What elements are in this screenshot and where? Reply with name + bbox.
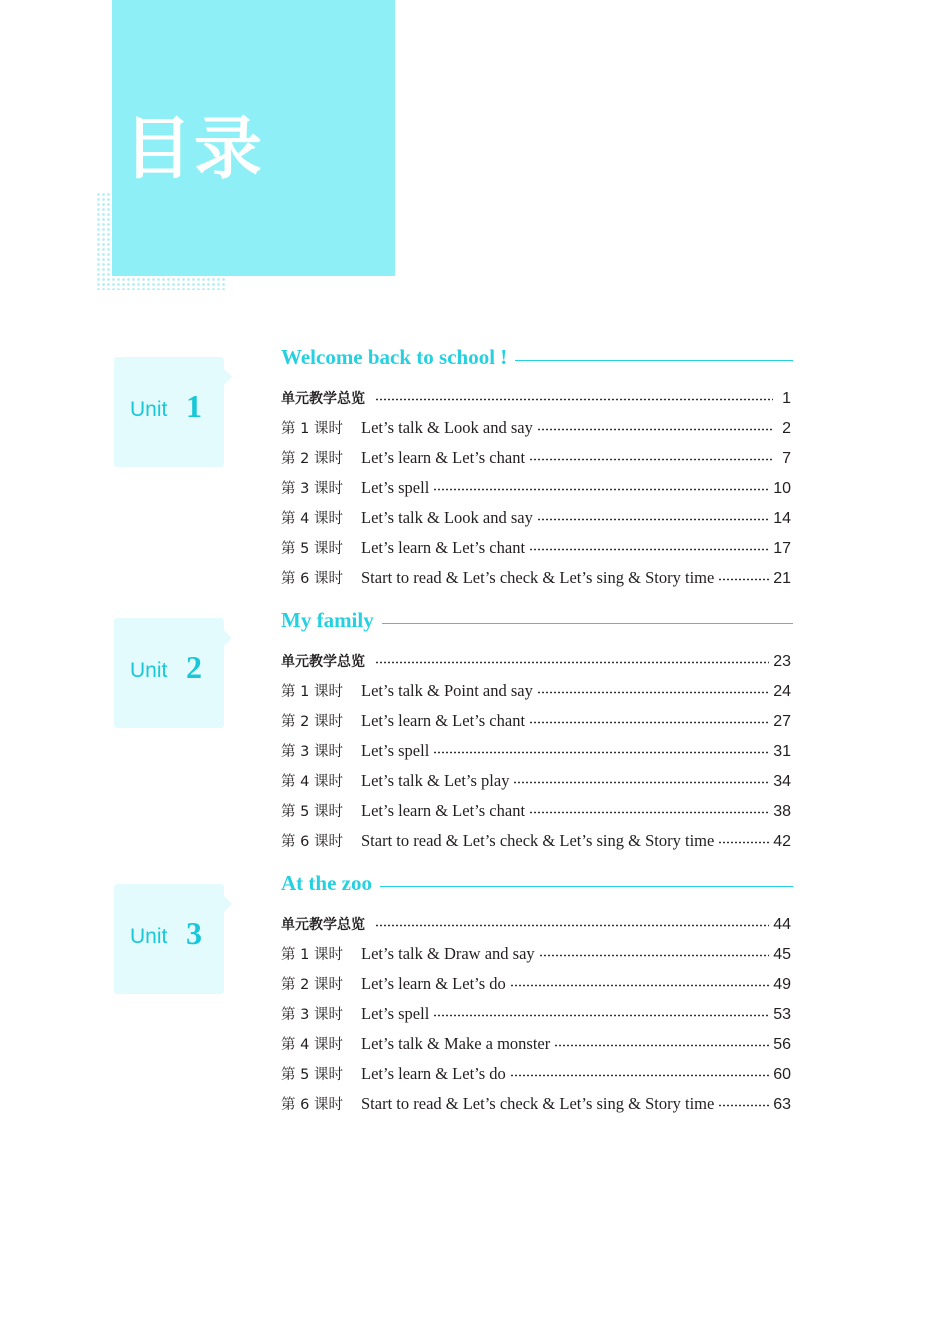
toc-overview-row[interactable] <box>281 650 791 676</box>
unit-title-row <box>281 868 793 898</box>
dot-leader <box>718 567 769 583</box>
title-rule <box>382 623 793 624</box>
lesson-title: Let’s learn & Let’s chant <box>361 711 526 730</box>
page-title: 目录 <box>124 110 265 189</box>
dot-leader <box>375 913 769 929</box>
unit-badge <box>114 884 224 994</box>
dot-leader <box>433 1003 769 1019</box>
lesson-title: Let’s spell <box>361 741 430 760</box>
page-number: 38 <box>773 803 791 820</box>
page-number: 14 <box>773 510 791 527</box>
lesson-label: 第 5 课时 <box>281 1067 343 1083</box>
lesson-label: 第 2 课时 <box>281 714 343 730</box>
page-number: 24 <box>773 683 791 700</box>
lesson-title: Let’s learn & Let’s chant <box>361 448 526 467</box>
toc-overview-row[interactable] <box>281 913 791 939</box>
unit-badge-word: Unit <box>130 398 168 421</box>
toc-lesson-row[interactable] <box>281 680 791 706</box>
dot-leader <box>529 710 769 726</box>
toc-lesson-row[interactable] <box>281 1033 791 1059</box>
toc-lesson-row[interactable] <box>281 567 791 593</box>
dot-leader <box>375 387 773 403</box>
toc-lesson-row[interactable] <box>281 973 791 999</box>
unit-badge <box>114 357 224 467</box>
page-number: 23 <box>773 653 791 670</box>
dot-leader <box>513 770 769 786</box>
unit-badge-word: Unit <box>130 659 168 682</box>
page-number: 27 <box>773 713 791 730</box>
lesson-title: Let’s learn & Let’s chant <box>361 801 526 820</box>
overview-label: 单元教学总览 <box>281 654 365 670</box>
page-number: 42 <box>773 833 791 850</box>
lesson-title: Let’s learn & Let’s do <box>361 1064 506 1083</box>
page-number: 53 <box>773 1006 791 1023</box>
dot-leader <box>510 1063 769 1079</box>
lesson-title: Start to read & Let’s check & Let’s sing & Story time <box>361 568 715 587</box>
toc-lesson-row[interactable] <box>281 830 791 856</box>
dot-leader <box>718 1093 769 1109</box>
toc-overview-row[interactable] <box>281 387 791 413</box>
toc-lesson-row[interactable] <box>281 1063 791 1089</box>
toc-lesson-row[interactable] <box>281 770 791 796</box>
dot-leader <box>375 650 769 666</box>
toc-lesson-row[interactable] <box>281 417 791 443</box>
title-rule <box>380 886 793 887</box>
page-number: 34 <box>773 773 791 790</box>
lesson-label: 第 3 课时 <box>281 1007 343 1023</box>
dot-leader <box>537 680 769 696</box>
dot-leader <box>554 1033 769 1049</box>
lesson-label: 第 3 课时 <box>281 481 343 497</box>
page-number: 44 <box>773 916 791 933</box>
lesson-label: 第 4 课时 <box>281 511 343 527</box>
lesson-title: Let’s talk & Let’s play <box>361 771 510 790</box>
dot-leader <box>537 417 773 433</box>
dot-leader <box>539 943 770 959</box>
lesson-title: Start to read & Let’s check & Let’s sing & Story time <box>361 1094 715 1113</box>
toc-lesson-row[interactable] <box>281 943 791 969</box>
title-rule <box>515 360 793 361</box>
lesson-label: 第 4 课时 <box>281 1037 343 1053</box>
unit-title-row <box>281 342 793 372</box>
lesson-title: Let’s learn & Let’s chant <box>361 538 526 557</box>
lesson-title: Let’s learn & Let’s do <box>361 974 506 993</box>
overview-label: 单元教学总览 <box>281 917 365 933</box>
page-number: 2 <box>782 420 791 437</box>
lesson-title: Let’s spell <box>361 1004 430 1023</box>
page-number: 56 <box>773 1036 791 1053</box>
dot-leader <box>433 740 769 756</box>
unit-title[interactable]: Welcome back to school ! <box>281 344 508 369</box>
page-number: 21 <box>773 570 791 587</box>
dot-leader <box>529 537 769 553</box>
unit-badge-number: 2 <box>186 649 202 685</box>
lesson-title: Start to read & Let’s check & Let’s sing & Story time <box>361 831 715 850</box>
lesson-label: 第 2 课时 <box>281 451 343 467</box>
toc-lesson-row[interactable] <box>281 1003 791 1029</box>
page-number: 45 <box>773 946 791 963</box>
unit-title[interactable]: My family <box>281 607 374 632</box>
page-number: 31 <box>773 743 791 760</box>
unit-title-row <box>281 605 793 635</box>
dot-leader <box>537 507 769 523</box>
lesson-label: 第 1 课时 <box>281 684 343 700</box>
dot-leader <box>433 477 769 493</box>
unit-badge-word: Unit <box>130 925 168 948</box>
lesson-title: Let’s talk & Draw and say <box>361 944 535 963</box>
page-number: 17 <box>773 540 791 557</box>
unit-badge-number: 3 <box>186 915 202 951</box>
toc-lesson-row[interactable] <box>281 507 791 533</box>
lesson-title: Let’s talk & Look and say <box>361 508 533 527</box>
lesson-label: 第 6 课时 <box>281 1097 343 1113</box>
toc-lesson-row[interactable] <box>281 537 791 563</box>
page-number: 49 <box>773 976 791 993</box>
page-number: 1 <box>782 390 791 407</box>
unit-badge-number: 1 <box>186 388 202 424</box>
page-number: 7 <box>782 450 791 467</box>
lesson-title: Let’s talk & Point and say <box>361 681 533 700</box>
overview-label: 单元教学总览 <box>281 391 365 407</box>
lesson-title: Let’s talk & Make a monster <box>361 1034 551 1053</box>
lesson-label: 第 4 课时 <box>281 774 343 790</box>
lesson-label: 第 6 课时 <box>281 571 343 587</box>
page-number: 63 <box>773 1096 791 1113</box>
lesson-label: 第 1 课时 <box>281 947 343 963</box>
unit-badge <box>114 618 224 728</box>
toc-lesson-row[interactable] <box>281 740 791 766</box>
dot-leader <box>529 800 769 816</box>
lesson-label: 第 1 课时 <box>281 421 343 437</box>
dot-leader <box>529 447 773 463</box>
lesson-label: 第 6 课时 <box>281 834 343 850</box>
page-number: 10 <box>773 480 791 497</box>
toc-lesson-row[interactable] <box>281 1093 791 1119</box>
lesson-label: 第 2 课时 <box>281 977 343 993</box>
lesson-title: Let’s spell <box>361 478 430 497</box>
toc-lesson-row[interactable] <box>281 477 791 503</box>
dot-leader <box>510 973 769 989</box>
unit-title[interactable]: At the zoo <box>281 870 372 895</box>
lesson-label: 第 5 课时 <box>281 804 343 820</box>
lesson-title: Let’s talk & Look and say <box>361 418 533 437</box>
lesson-label: 第 3 课时 <box>281 744 343 760</box>
toc-lesson-row[interactable] <box>281 447 791 473</box>
page-number: 60 <box>773 1066 791 1083</box>
lesson-label: 第 5 课时 <box>281 541 343 557</box>
toc-lesson-row[interactable] <box>281 800 791 826</box>
toc-lesson-row[interactable] <box>281 710 791 736</box>
dot-leader <box>718 830 769 846</box>
